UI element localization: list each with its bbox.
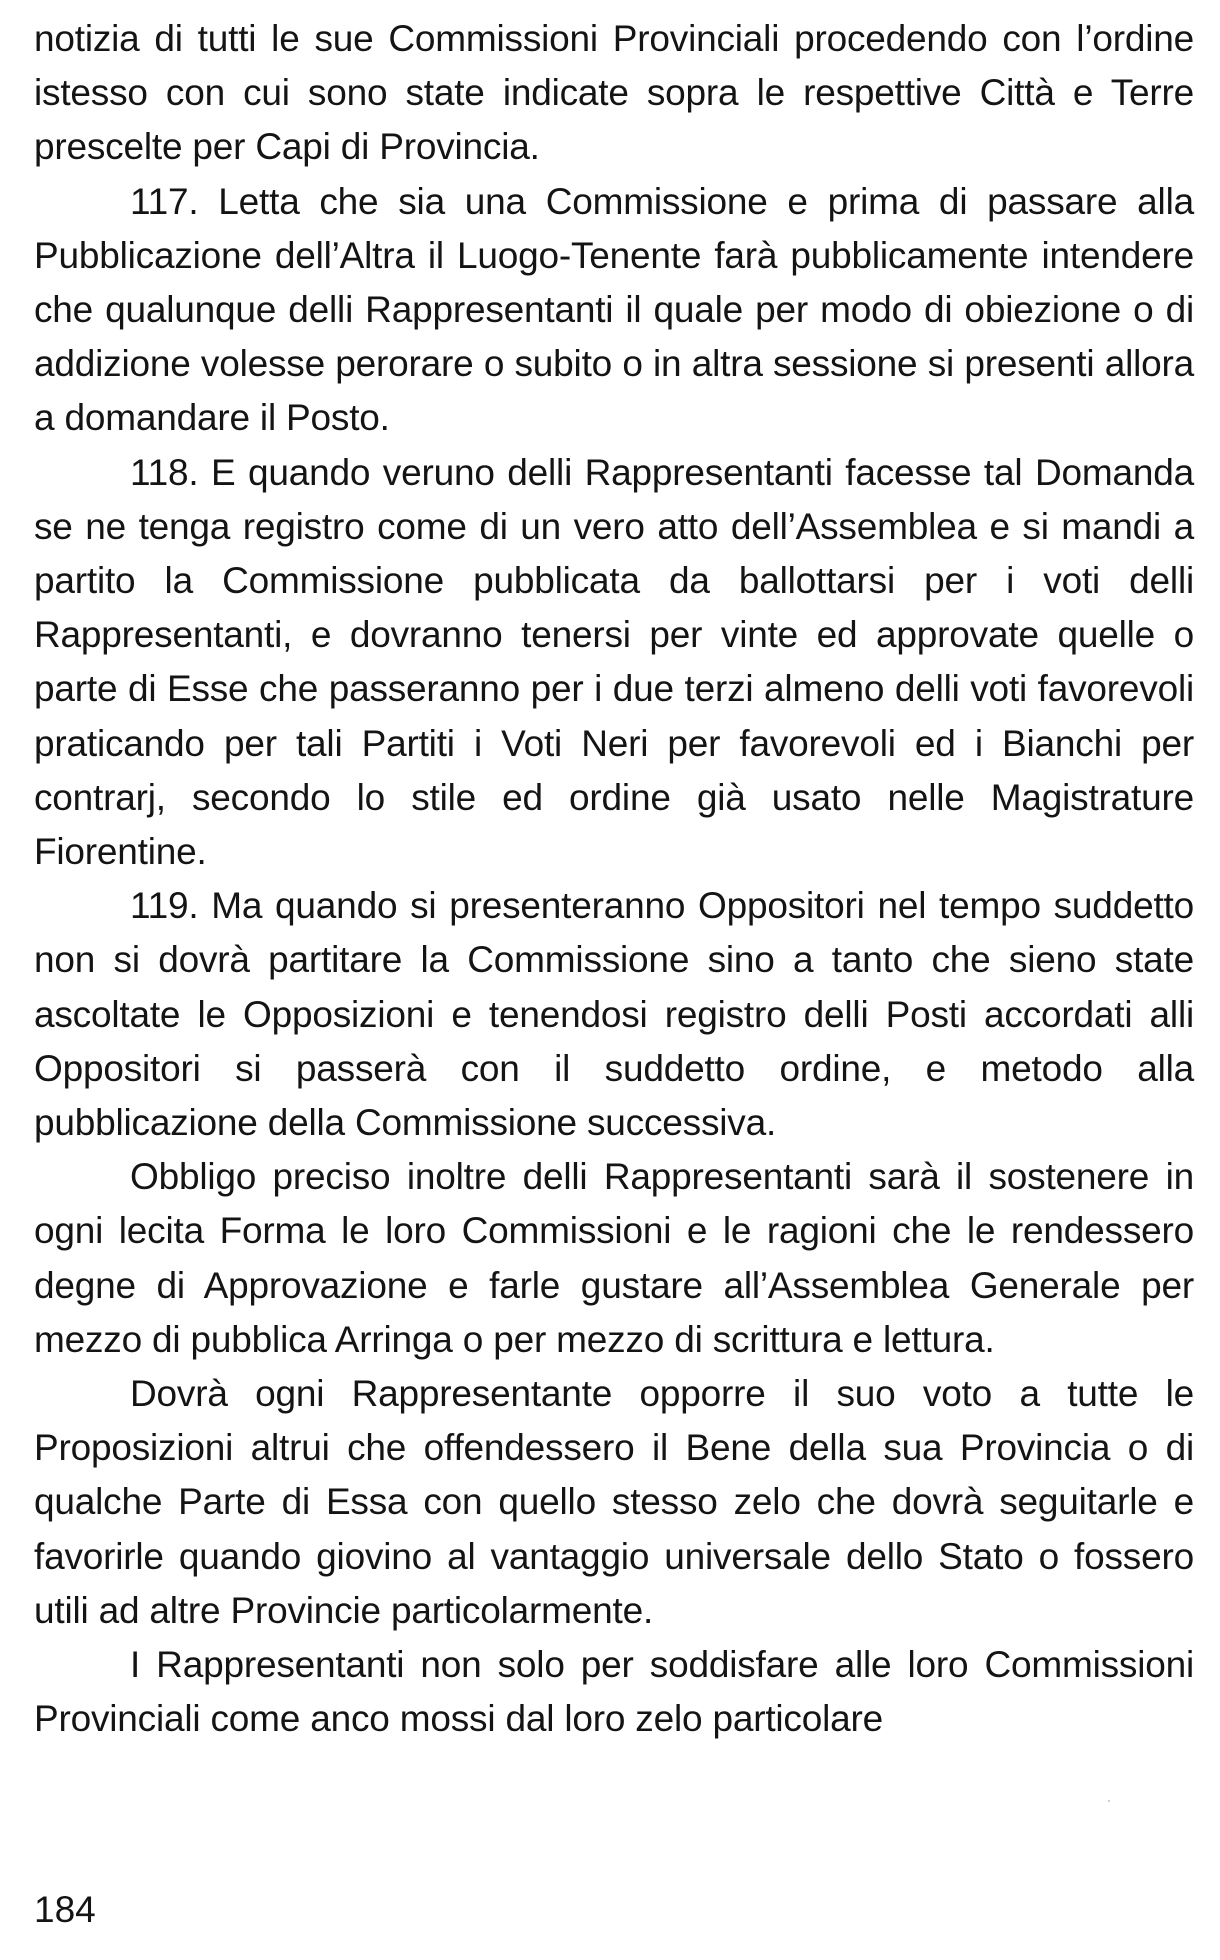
paragraph-obbligo [34,1150,1194,1367]
paragraph-118 [34,446,1194,880]
paragraph-text: Letta che sia una Commissione e prima di passare alla Pubblicazione dell’Altra il Luogo-Tenente farà pubblicamente intendere che qualunque delli Rappresentanti il quale per modo di obiezione o di addizione volesse perorare o subito o in altra sessione si presenti allora a domandare il Posto. [34,180,1194,439]
paragraph-119 [34,879,1194,1150]
paragraph-text: Ma quando si presenteranno Oppositori nel tempo suddetto non si dovrà partitare la Commissione sino a tanto che sieno state ascoltate le Opposizioni e tenendosi registro delli Posti accordati alli Oppositori si passerà con il suddetto ordine, e metodo alla pubblicazione della Commissione successiva. [34,885,1194,1144]
paragraph-text: Obbligo preciso inoltre delli Rappresentanti sarà il sostenere in ogni lecita Forma le loro Commissioni e le ragioni che le rendessero degne di Approvazione e farle gustare all’Assemblea Generale per mezzo di pubblica Arringa o per mezzo di scrittura e lettura. [34,1156,1194,1360]
paragraph-117 [34,175,1194,446]
paragraph-rappresentanti [34,1638,1194,1746]
scan-speck [1108,1800,1110,1802]
paragraph-text: Dovrà ogni Rappresentante opporre il suo voto a tutte le Proposizioni altrui che offendessero il Bene della sua Provincia o di qualche Parte di Essa con quello stesso zelo che dovrà seguitarle e favorirle quando giovino al vantaggio universale dello Stato o fossero utili ad altre Provincie particolarmente. [34,1373,1194,1631]
page-number: 184 [34,1889,96,1930]
paragraph-number: 119. [130,885,199,927]
paragraph-continuation [34,12,1194,175]
body-text [34,12,1194,1747]
paragraph-number: 117. [130,180,199,222]
paragraph-text: E quando veruno delli Rappresentanti facesse tal Domanda se ne tenga registro come di un vero atto dell’Assemblea e si mandi a partito la Commissione pubblicata da ballottarsi per i voti delli Rappresentanti, e dovranno tenersi per vinte ed approvate quelle o parte di Esse che passeranno per i due terzi almeno delli voti favorevoli praticando per tali Partiti i Voti Neri per favorevoli ed i Bianchi per contrarj, secondo lo stile ed ordine già usato nelle Magistrature Fiorentine. [34,451,1194,873]
paragraph-number: 118. [130,451,199,493]
paragraph-dovra [34,1367,1194,1638]
paragraph-text: notizia di tutti le sue Commissioni Provinciali procedendo con l’ordine istesso con cui sono state indicate sopra le respettive Città e Terre prescelte per Capi di Provincia. [34,18,1194,168]
paragraph-text: I Rappresentanti non solo per soddisfare alle loro Commissioni Provinciali come anco mossi dal loro zelo particolare [34,1644,1194,1740]
